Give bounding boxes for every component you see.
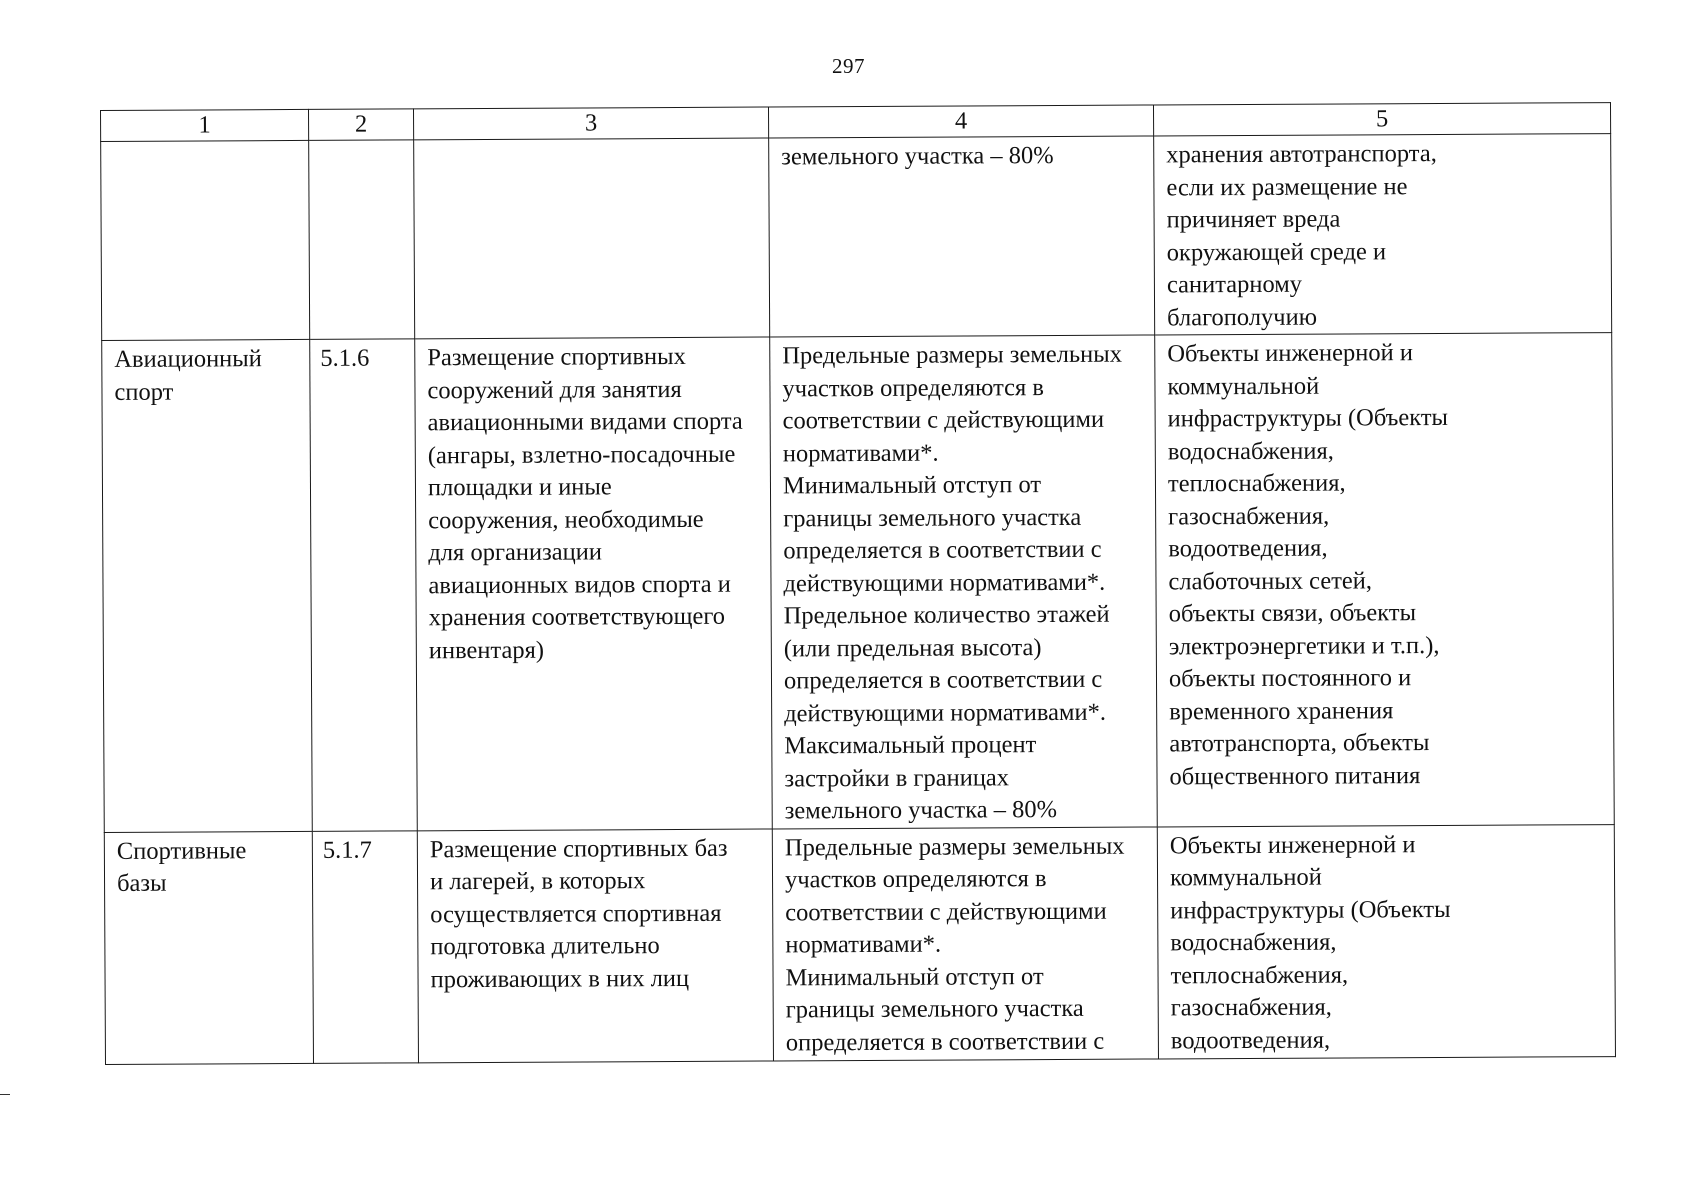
cell-text-line: объекты постоянного и xyxy=(1168,664,1412,693)
cell-text-line: инфраструктуры (Объекты xyxy=(1167,403,1449,433)
use-description-cell xyxy=(414,138,770,339)
page-number: 297 xyxy=(832,54,865,78)
column-header-2: 2 xyxy=(308,109,413,141)
use-code-cell xyxy=(309,140,415,340)
cell-text-line: нормативами*. xyxy=(782,439,939,467)
cell-text-line: газоснабжения, xyxy=(1170,993,1332,1022)
cell-text-line: водоотведения, xyxy=(1168,534,1328,563)
cell-text-line: коммунальной xyxy=(1169,863,1322,892)
parameters-cell xyxy=(772,826,1158,1060)
cell-text-line: участков определяются в xyxy=(782,373,1044,402)
cell-text-line: определяется в соответствии с xyxy=(783,665,1103,695)
cell-text-line: Предельные размеры земельных xyxy=(782,340,1123,370)
column-header-4: 4 xyxy=(768,105,1153,138)
cell-text-line: (или предельная высота) xyxy=(783,633,1042,662)
cell-text-line: санитарному xyxy=(1166,270,1303,299)
table-row-continuation xyxy=(101,134,1612,341)
use-name-cell xyxy=(102,339,313,832)
cell-text-line: электроэнергетики и т.п.), xyxy=(1168,631,1440,660)
cell-text-line: земельного участка – 80% xyxy=(781,142,1054,171)
cell-text-line: хранения автотранспорта, xyxy=(1166,140,1437,169)
cell-text-line: Предельное количество этажей xyxy=(783,600,1110,630)
cell-text-line: земельного участка – 80% xyxy=(784,795,1058,825)
cell-text-line: общественного питания xyxy=(1169,761,1421,790)
cell-text-line: застройки в границах xyxy=(784,763,1010,792)
cell-text-line: соответствии с действующими xyxy=(782,405,1105,435)
cell-text-line: объекты связи, объекты xyxy=(1168,599,1417,628)
cell-text-line: для организации xyxy=(428,538,603,567)
cell-text-line: границы земельного участка xyxy=(785,994,1084,1024)
cell-text-line: осуществляется спортивная xyxy=(430,899,722,928)
parameters-cell xyxy=(770,335,1158,829)
cell-text-line: участков определяются в xyxy=(784,865,1047,894)
cell-text-line: соответствии с действующими xyxy=(785,897,1107,926)
cell-text-line: и лагерей, в которых xyxy=(429,867,646,896)
auxiliary-uses-cell xyxy=(1154,134,1612,335)
cell-text-line: Размещение спортивных баз xyxy=(429,834,728,863)
cell-text-line: авиационных видов спорта и xyxy=(428,570,731,599)
cell-text-line: проживающих в них лиц xyxy=(430,964,690,993)
cell-text-line: теплоснабжения, xyxy=(1170,960,1349,989)
column-header-1: 1 xyxy=(101,109,309,141)
cell-text-line: коммунальной xyxy=(1167,372,1320,400)
cell-text-line: сооружений для занятия xyxy=(427,375,682,404)
cell-text-line: газоснабжения, xyxy=(1168,502,1330,530)
cell-text-line: водоснабжения, xyxy=(1170,928,1337,957)
cell-text-line: авиационными видами спорта xyxy=(427,407,743,437)
cell-text-line: спорт xyxy=(114,378,174,406)
auxiliary-uses-cell xyxy=(1155,333,1615,827)
cell-text-line: нормативами*. xyxy=(785,930,942,959)
margin-mark xyxy=(0,1094,10,1095)
cell-text-line: окружающей среде и xyxy=(1166,237,1387,266)
cell-text-line: площадки и иные xyxy=(427,473,612,502)
cell-text-line: временного хранения xyxy=(1169,696,1394,725)
cell-text-line: хранения соответствующего xyxy=(428,602,726,632)
cell-text-line: Минимальный отступ от xyxy=(782,471,1042,500)
cell-text-line: теплоснабжения, xyxy=(1167,469,1346,498)
cell-text-line: Объекты инженерной и xyxy=(1169,830,1416,859)
regulations-table xyxy=(100,102,1616,1064)
table-row-sport-bases xyxy=(104,824,1615,1064)
use-name-cell xyxy=(104,831,313,1064)
table-row-aviation-sport xyxy=(102,333,1615,832)
cell-text-line: Предельные размеры земельных xyxy=(784,832,1125,861)
cell-text-line: Спортивные xyxy=(116,836,247,865)
use-code-cell: 5.1.7 xyxy=(312,830,418,1063)
parameters-cell xyxy=(769,136,1155,337)
use-description-cell xyxy=(415,337,773,830)
cell-text-line: Максимальный процент xyxy=(784,731,1037,760)
column-header-3: 3 xyxy=(413,107,768,140)
cell-text-line: границы земельного участка xyxy=(783,503,1082,532)
cell-text-line: определяется в соответствии с xyxy=(785,1027,1105,1056)
auxiliary-uses-cell xyxy=(1157,824,1615,1058)
cell-text-line: сооружения, необходимые xyxy=(428,505,704,534)
cell-text-line: Размещение спортивных xyxy=(427,342,686,372)
cell-text-line: водоснабжения, xyxy=(1167,437,1334,465)
use-code-cell: 5.1.6 xyxy=(310,339,418,831)
cell-text-line: благополучию xyxy=(1167,303,1318,331)
cell-text-line: инвентаря) xyxy=(428,636,545,664)
column-header-5: 5 xyxy=(1153,103,1610,136)
cell-text-line: если их размещение не xyxy=(1166,172,1408,201)
cell-text-line: автотранспорта, объекты xyxy=(1169,729,1430,758)
cell-text-line: базы xyxy=(116,869,167,897)
cell-text-line: водоотведения, xyxy=(1170,1026,1331,1054)
cell-text-line: Объекты инженерной и xyxy=(1167,339,1413,368)
cell-text-line: Авиационный xyxy=(114,345,262,373)
use-description-cell xyxy=(417,828,773,1062)
cell-text-line: инфраструктуры (Объекты xyxy=(1170,895,1451,924)
cell-text-line: действующими нормативами*. xyxy=(783,568,1106,597)
cell-text-line: определяется в соответствии с xyxy=(783,535,1102,565)
cell-text-line: слаботочных сетей, xyxy=(1168,566,1373,595)
cell-text-line: Минимальный отступ от xyxy=(785,962,1044,991)
cell-text-line: причиняет вреда xyxy=(1166,205,1341,234)
cell-text-line: подготовка длительно xyxy=(430,932,660,961)
cell-text-line: (ангары, взлетно-посадочные xyxy=(427,440,736,469)
use-name-cell xyxy=(101,140,310,340)
cell-text-line: действующими нормативами*. xyxy=(784,698,1107,727)
